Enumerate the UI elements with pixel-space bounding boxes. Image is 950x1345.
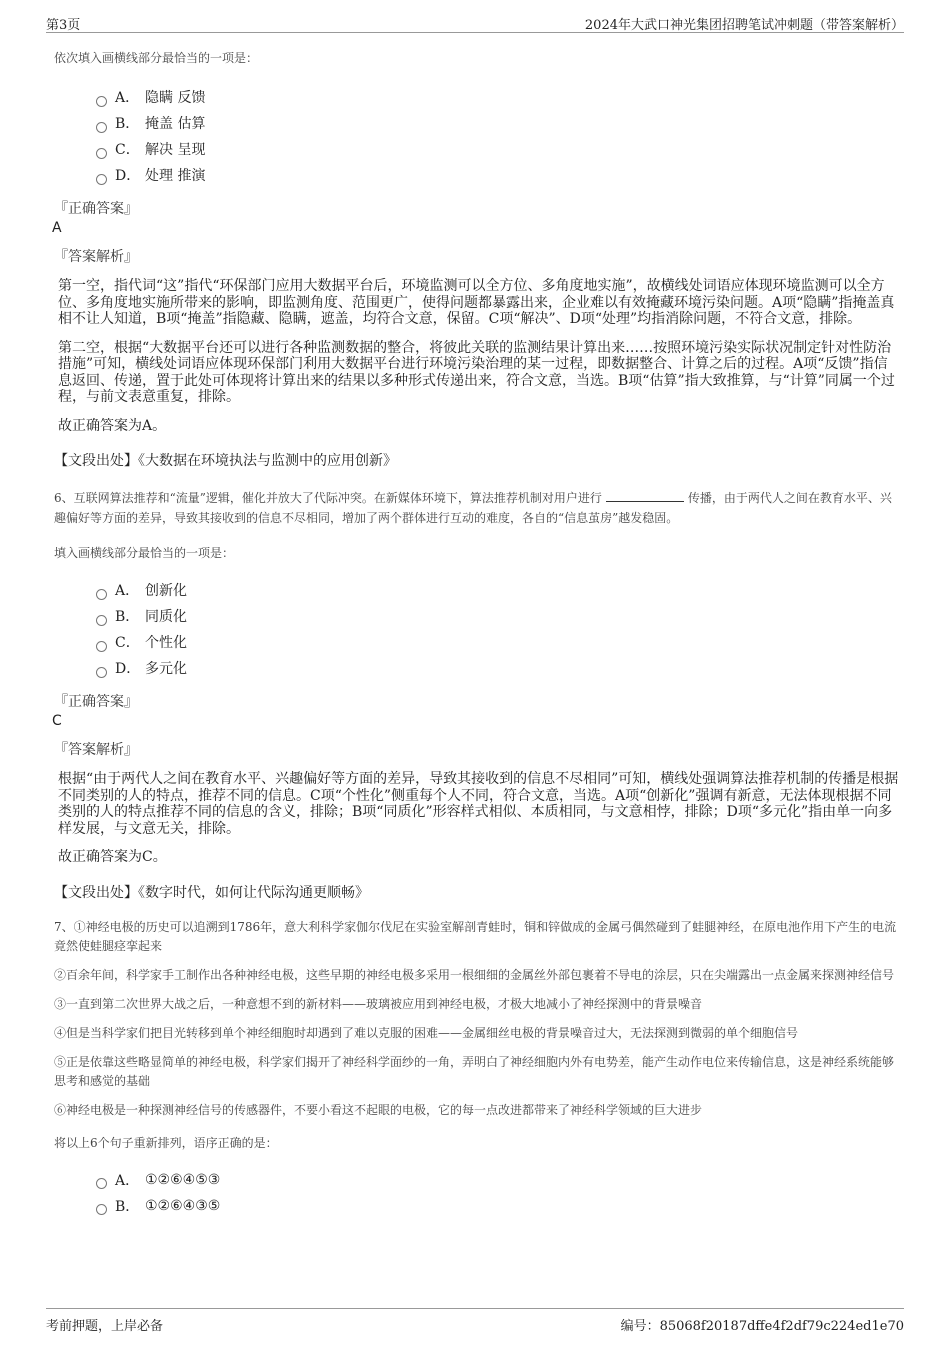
q5-analysis-p1: 第一空，指代词“这”指代“环保部门应用大数据平台后，环境监测可以全方位、多角度地实施”，故横线处词语应体现环境监测可以全方位、多角度地实施所带来的影响，即监测角度、范围更广，使得问题都暴露出来，企业难以有效掩藏环境污染问题。A项“隐瞒”指掩盖真相不让人知道，B项“掩盖”指隐藏、隐瞒，遮盖，均符合文意，保留。C项“解决”、D项“处理”均指消除问题，不符合文意，排除。 bbox=[58, 278, 895, 327]
radio-icon[interactable] bbox=[96, 1178, 107, 1189]
page-header bbox=[46, 10, 904, 33]
content bbox=[54, 40, 900, 1229]
q7-prompt: 将以上6个句子重新排列，语序正确的是： bbox=[54, 1135, 278, 1150]
q7-sentence-4: ④但是当科学家们把目光转移到单个神经细胞时却遇到了难以克服的困难——金属细丝电极的背景噪音过大，无法探测到微弱的单个细胞信号 bbox=[54, 1025, 799, 1040]
radio-icon[interactable] bbox=[96, 615, 107, 626]
q6-answer-label: 『正确答案』 bbox=[54, 694, 138, 710]
q6-answer: C bbox=[52, 713, 62, 729]
radio-icon[interactable] bbox=[96, 667, 107, 678]
q7-option-a[interactable]: A． ①②⑥④⑤③ bbox=[96, 1167, 900, 1193]
q6-prompt: 填入画横线部分最恰当的一项是： bbox=[54, 546, 235, 560]
radio-icon[interactable] bbox=[96, 96, 107, 107]
q5-option-a[interactable]: A． 隐瞒 反馈 bbox=[96, 84, 900, 110]
q7-option-b[interactable]: B． ①②⑥④③⑤ bbox=[96, 1193, 900, 1219]
radio-icon[interactable] bbox=[96, 589, 107, 600]
page-number: 第3页 bbox=[46, 18, 81, 33]
q5-option-b[interactable]: B． 掩盖 估算 bbox=[96, 110, 900, 136]
q5-prompt: 依次填入画横线部分最恰当的一项是： bbox=[54, 51, 259, 65]
q6-option-c[interactable]: C． 个性化 bbox=[96, 629, 900, 655]
q5-option-d[interactable]: D． 处理 推演 bbox=[96, 162, 900, 188]
radio-icon[interactable] bbox=[96, 148, 107, 159]
q5-conclusion: 故正确答案为A。 bbox=[58, 417, 167, 434]
page-footer bbox=[46, 1308, 904, 1334]
q5-options bbox=[96, 84, 900, 188]
document-title: 2024年大武口神光集团招聘笔试冲刺题（带答案解析） bbox=[584, 18, 904, 33]
radio-icon[interactable] bbox=[96, 174, 107, 185]
q7-options bbox=[96, 1167, 900, 1219]
q6-conclusion: 故正确答案为C。 bbox=[58, 849, 167, 865]
q6-option-a[interactable]: A． 创新化 bbox=[96, 577, 900, 603]
q6-analysis-p1: 根据“由于两代人之间在教育水平、兴趣偏好等方面的差异，导致其接收到的信息不尽相同”可知，横线处强调算法推荐机制的传播是根据不同类别的人的特点，推荐不同的信息。C项“个性化”侧重每个人不同，符合文意，当选。A项“创新化”强调有新意，无法体现根据不同类别的人的特点推荐不同的信息的含义，排除；B项“同质化”形容样式相似、本质相同，与文意相悖，排除；D项“多元化”指由单一向多样发展，与文意无关，排除。 bbox=[58, 771, 899, 837]
radio-icon[interactable] bbox=[96, 1204, 107, 1215]
radio-icon[interactable] bbox=[96, 641, 107, 652]
q6-analysis-label: 『答案解析』 bbox=[54, 742, 138, 758]
q7-sentence-6: ⑥神经电极是一种探测神经信号的传感器件，不要小看这不起眼的电极，它的每一点改进都带来了神经科学领域的巨大进步 bbox=[54, 1102, 703, 1117]
q5-option-c[interactable]: C． 解决 呈现 bbox=[96, 136, 900, 162]
q5-source: 【文段出处】《大数据在环境执法与监测中的应用创新》 bbox=[54, 453, 397, 469]
q7-sentence-1: 7、①神经电极的历史可以追溯到1786年，意大利科学家伽尔伐尼在实验室解剖青蛙时，铜和锌做成的金属弓偶然碰到了蛙腿神经，在原电池作用下产生的电流竟然使蛙腿痉挛起来 bbox=[54, 919, 897, 953]
document-code: 编号：85068f20187dffe4f2df79c224ed1e70 bbox=[620, 1319, 904, 1334]
q6-option-d[interactable]: D． 多元化 bbox=[96, 655, 900, 681]
q7-sentence-5: ⑤正是依靠这些略显简单的神经电极，科学家们揭开了神经科学面纱的一角，弄明白了神经细胞内外有电势差，能产生动作电位来传输信息，这是神经系统能够思考和感觉的基础 bbox=[54, 1054, 895, 1088]
q7-sentence-2: ②百余年间，科学家手工制作出各种神经电极，这些早期的神经电极多采用一根细细的金属丝外部包裹着不导电的涂层，只在尖端露出一点金属来探测神经信号 bbox=[54, 967, 895, 982]
blank-line bbox=[606, 489, 684, 502]
q5-analysis-label: 『答案解析』 bbox=[54, 249, 138, 265]
q5-analysis-p2: 第二空，根据“大数据平台还可以进行各种监测数据的整合，将彼此关联的监测结果计算出来……按照环境污染实际状况制定针对性防治措施”可知，横线处词语应体现环保部门利用大数据平台进行环境污染治理的某一过程，即数据整合、计算之后的过程。A项“反馈”指信息返回、传递，置于此处可体现将计算出来的结果以多种形式传递出来，符合文意，当选。B项“估算”指大致推算，与“计算”同属一个过程，与前文表意重复，排除。 bbox=[58, 339, 895, 405]
footer-slogan: 考前押题，上岸必备 bbox=[46, 1319, 164, 1334]
q5-answer: A bbox=[52, 220, 62, 236]
radio-icon[interactable] bbox=[96, 122, 107, 133]
q6-source: 【文段出处】《数字时代，如何让代际沟通更顺畅》 bbox=[54, 884, 369, 901]
q7-sentence-3: ③一直到第二次世界大战之后，一种意想不到的新材料——玻璃被应用到神经电极，才极大地减小了神经探测中的背景噪音 bbox=[54, 996, 703, 1011]
q6-option-b[interactable]: B． 同质化 bbox=[96, 603, 900, 629]
q6-options bbox=[96, 577, 900, 681]
q5-answer-label: 『正确答案』 bbox=[54, 201, 138, 217]
q6-stem: 6、互联网算法推荐和“流量”逻辑，催化并放大了代际冲突。在新媒体环境下，算法推荐机制对用户进行 传播，由于两代人之间在教育水平、兴趣偏好等方面的差异，导致其接收到的信息不尽相同，增加了两个群体进行互动的难度，各自的“信息茧房”越发稳固。 bbox=[54, 491, 892, 525]
